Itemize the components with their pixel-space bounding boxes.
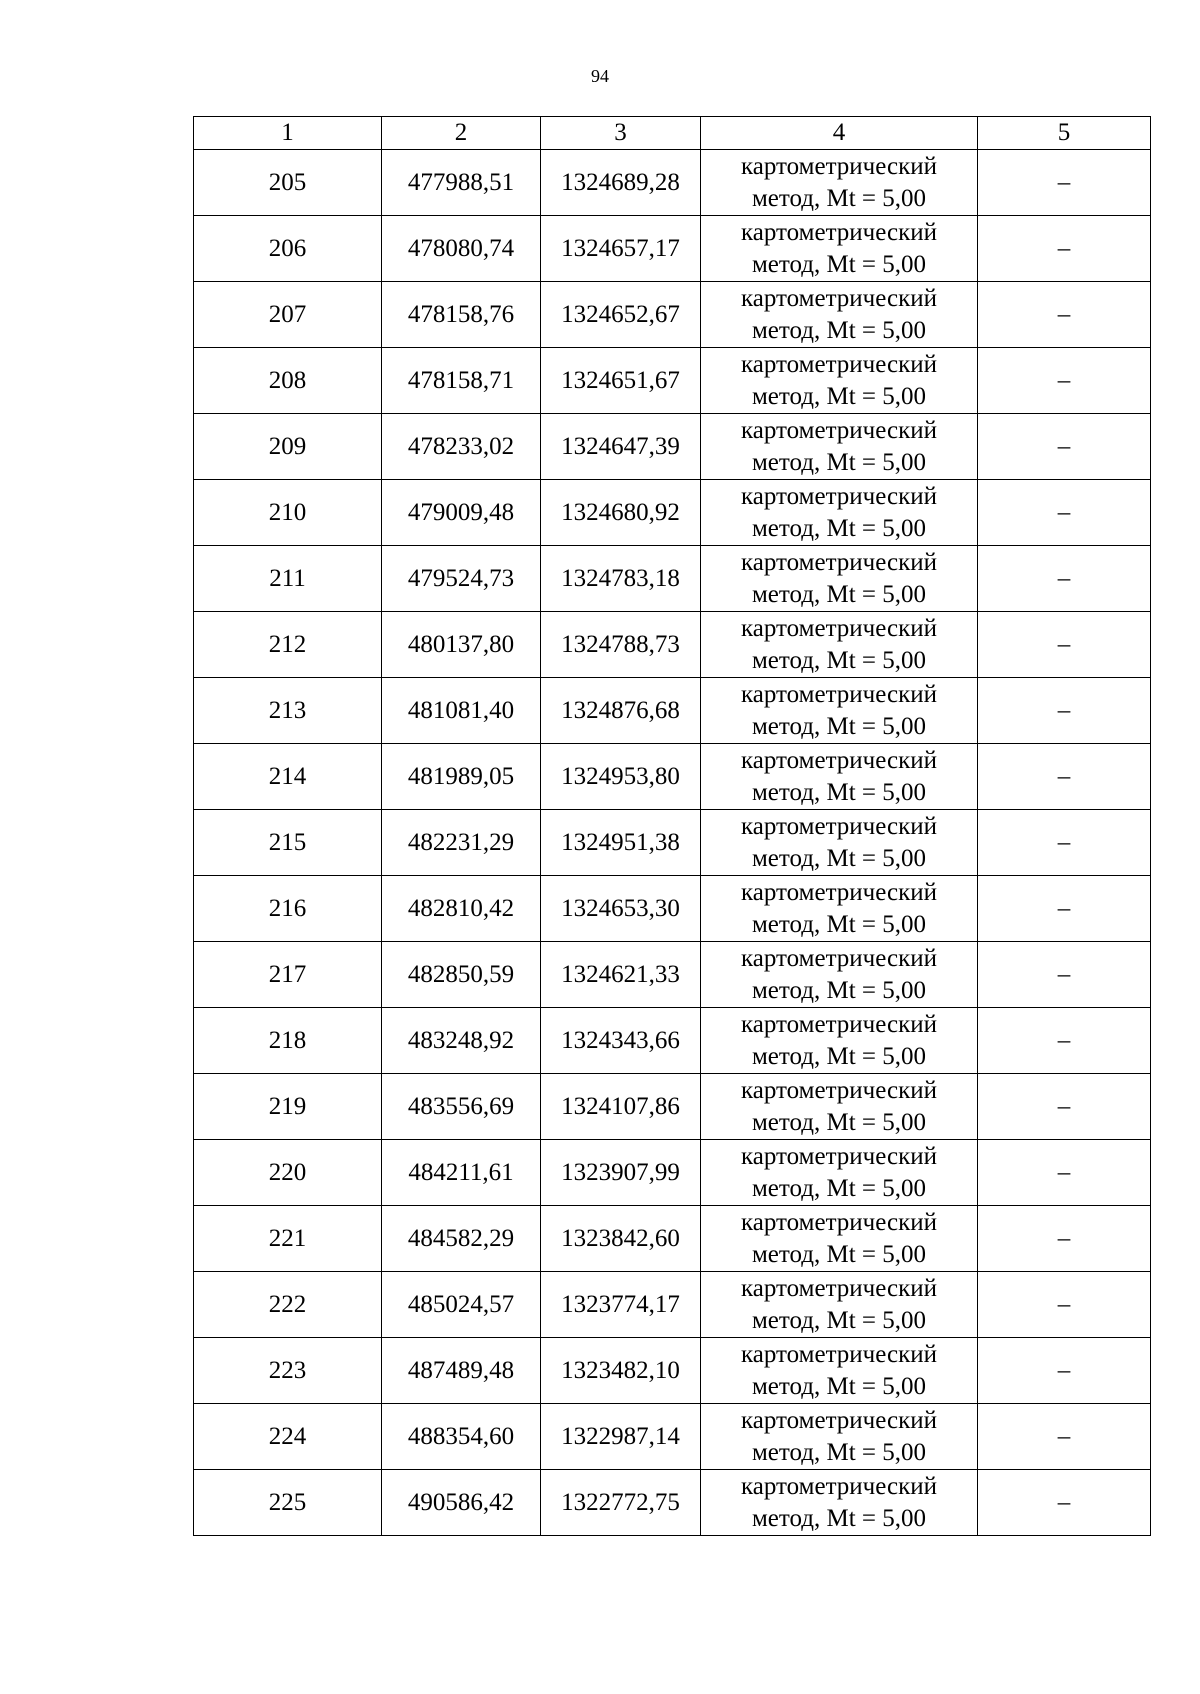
point-number-cell: 212 [194, 612, 382, 678]
method-line-1: картометрический [741, 284, 937, 312]
x-coordinate-cell: 482850,59 [382, 942, 541, 1008]
x-coordinate-cell: 482810,42 [382, 876, 541, 942]
method-line-2: метод, Mt = 5,00 [751, 1372, 927, 1400]
point-number-cell: 219 [194, 1074, 382, 1140]
y-coordinate-cell: 1323482,10 [541, 1338, 701, 1404]
point-number-cell: 211 [194, 546, 382, 612]
x-coordinate-cell: 482231,29 [382, 810, 541, 876]
x-coordinate-cell: 484582,29 [382, 1206, 541, 1272]
method-cell [701, 810, 978, 876]
point-number-cell: 221 [194, 1206, 382, 1272]
method-line-1: картометрический [741, 1076, 937, 1104]
point-number-cell: 208 [194, 348, 382, 414]
method-line-1: картометрический [741, 218, 937, 246]
method-line-1: картометрический [741, 482, 937, 510]
y-coordinate-cell: 1324689,28 [541, 150, 701, 216]
table-row [194, 810, 1151, 876]
y-coordinate-cell: 1322987,14 [541, 1404, 701, 1470]
method-line-2: метод, Mt = 5,00 [751, 712, 927, 740]
note-cell: – [978, 1008, 1151, 1074]
y-coordinate-cell: 1323842,60 [541, 1206, 701, 1272]
page-number: 94 [591, 66, 609, 86]
note-cell: – [978, 1272, 1151, 1338]
method-line-2: метод, Mt = 5,00 [751, 316, 927, 344]
note-cell: – [978, 810, 1151, 876]
table-row [194, 282, 1151, 348]
point-number-cell: 213 [194, 678, 382, 744]
table-row [194, 1404, 1151, 1470]
column-header-1: 1 [194, 117, 382, 150]
method-line-1: картометрический [741, 152, 937, 180]
y-coordinate-cell: 1324651,67 [541, 348, 701, 414]
x-coordinate-cell: 477988,51 [382, 150, 541, 216]
method-cell [701, 546, 978, 612]
table-row [194, 1206, 1151, 1272]
method-cell [701, 876, 978, 942]
method-line-1: картометрический [741, 812, 937, 840]
table-row [194, 1470, 1151, 1536]
table-row [194, 678, 1151, 744]
y-coordinate-cell: 1324647,39 [541, 414, 701, 480]
method-cell [701, 1338, 978, 1404]
table-row [194, 150, 1151, 216]
method-line-1: картометрический [741, 1142, 937, 1170]
method-cell [701, 216, 978, 282]
y-coordinate-cell: 1324107,86 [541, 1074, 701, 1140]
note-cell: – [978, 678, 1151, 744]
method-line-2: метод, Mt = 5,00 [751, 448, 927, 476]
method-line-1: картометрический [741, 548, 937, 576]
method-line-2: метод, Mt = 5,00 [751, 580, 927, 608]
note-cell: – [978, 414, 1151, 480]
method-line-1: картометрический [741, 614, 937, 642]
x-coordinate-cell: 490586,42 [382, 1470, 541, 1536]
method-line-2: метод, Mt = 5,00 [751, 976, 927, 1004]
table-header-row [194, 117, 1151, 150]
note-cell: – [978, 942, 1151, 1008]
x-coordinate-cell: 478233,02 [382, 414, 541, 480]
method-line-1: картометрический [741, 1340, 937, 1368]
method-line-2: метод, Mt = 5,00 [751, 184, 927, 212]
method-cell [701, 942, 978, 1008]
y-coordinate-cell: 1324788,73 [541, 612, 701, 678]
method-line-2: метод, Mt = 5,00 [751, 646, 927, 674]
point-number-cell: 223 [194, 1338, 382, 1404]
table-row [194, 942, 1151, 1008]
point-number-cell: 225 [194, 1470, 382, 1536]
method-line-1: картометрический [741, 1010, 937, 1038]
method-cell [701, 1008, 978, 1074]
method-cell [701, 744, 978, 810]
y-coordinate-cell: 1324653,30 [541, 876, 701, 942]
method-line-2: метод, Mt = 5,00 [751, 1306, 927, 1334]
y-coordinate-cell: 1324951,38 [541, 810, 701, 876]
method-line-2: метод, Mt = 5,00 [751, 250, 927, 278]
note-cell: – [978, 150, 1151, 216]
y-coordinate-cell: 1322772,75 [541, 1470, 701, 1536]
method-line-2: метод, Mt = 5,00 [751, 844, 927, 872]
column-header-4: 4 [701, 117, 978, 150]
x-coordinate-cell: 478080,74 [382, 216, 541, 282]
point-number-cell: 216 [194, 876, 382, 942]
method-line-1: картометрический [741, 944, 937, 972]
table-row [194, 1008, 1151, 1074]
x-coordinate-cell: 487489,48 [382, 1338, 541, 1404]
point-number-cell: 214 [194, 744, 382, 810]
y-coordinate-cell: 1324783,18 [541, 546, 701, 612]
method-cell [701, 612, 978, 678]
x-coordinate-cell: 483248,92 [382, 1008, 541, 1074]
note-cell: – [978, 216, 1151, 282]
table-row [194, 612, 1151, 678]
method-cell [701, 414, 978, 480]
note-cell: – [978, 876, 1151, 942]
method-line-2: метод, Mt = 5,00 [751, 1108, 927, 1136]
table-row [194, 414, 1151, 480]
method-cell [701, 1404, 978, 1470]
note-cell: – [978, 348, 1151, 414]
table-row [194, 1074, 1151, 1140]
note-cell: – [978, 1206, 1151, 1272]
method-line-1: картометрический [741, 1406, 937, 1434]
method-line-1: картометрический [741, 680, 937, 708]
y-coordinate-cell: 1324343,66 [541, 1008, 701, 1074]
table-row [194, 348, 1151, 414]
table-row [194, 546, 1151, 612]
y-coordinate-cell: 1324953,80 [541, 744, 701, 810]
y-coordinate-cell: 1324657,17 [541, 216, 701, 282]
method-line-1: картометрический [741, 1208, 937, 1236]
table-row [194, 1338, 1151, 1404]
table-row [194, 1140, 1151, 1206]
method-line-2: метод, Mt = 5,00 [751, 382, 927, 410]
point-number-cell: 210 [194, 480, 382, 546]
note-cell: – [978, 546, 1151, 612]
x-coordinate-cell: 481081,40 [382, 678, 541, 744]
note-cell: – [978, 1404, 1151, 1470]
table-body [194, 150, 1151, 1536]
method-line-1: картометрический [741, 1472, 937, 1500]
method-cell [701, 1272, 978, 1338]
method-cell [701, 150, 978, 216]
method-line-2: метод, Mt = 5,00 [751, 1504, 927, 1532]
method-cell [701, 1470, 978, 1536]
x-coordinate-cell: 488354,60 [382, 1404, 541, 1470]
method-cell [701, 678, 978, 744]
method-line-1: картометрический [741, 746, 937, 774]
x-coordinate-cell: 480137,80 [382, 612, 541, 678]
method-cell [701, 1206, 978, 1272]
method-cell [701, 282, 978, 348]
x-coordinate-cell: 478158,76 [382, 282, 541, 348]
method-line-1: картометрический [741, 878, 937, 906]
y-coordinate-cell: 1323907,99 [541, 1140, 701, 1206]
point-number-cell: 224 [194, 1404, 382, 1470]
method-line-2: метод, Mt = 5,00 [751, 1240, 927, 1268]
x-coordinate-cell: 479009,48 [382, 480, 541, 546]
point-number-cell: 222 [194, 1272, 382, 1338]
method-line-2: метод, Mt = 5,00 [751, 778, 927, 806]
x-coordinate-cell: 485024,57 [382, 1272, 541, 1338]
point-number-cell: 217 [194, 942, 382, 1008]
y-coordinate-cell: 1324680,92 [541, 480, 701, 546]
x-coordinate-cell: 479524,73 [382, 546, 541, 612]
y-coordinate-cell: 1324621,33 [541, 942, 701, 1008]
note-cell: – [978, 282, 1151, 348]
column-header-5: 5 [978, 117, 1151, 150]
y-coordinate-cell: 1323774,17 [541, 1272, 701, 1338]
table-row [194, 1272, 1151, 1338]
column-header-3: 3 [541, 117, 701, 150]
note-cell: – [978, 1338, 1151, 1404]
method-cell [701, 348, 978, 414]
point-number-cell: 207 [194, 282, 382, 348]
x-coordinate-cell: 481989,05 [382, 744, 541, 810]
note-cell: – [978, 744, 1151, 810]
note-cell: – [978, 1470, 1151, 1536]
table-row [194, 480, 1151, 546]
method-line-1: картометрический [741, 1274, 937, 1302]
method-line-1: картометрический [741, 416, 937, 444]
table-row [194, 216, 1151, 282]
note-cell: – [978, 1140, 1151, 1206]
point-number-cell: 220 [194, 1140, 382, 1206]
x-coordinate-cell: 484211,61 [382, 1140, 541, 1206]
method-line-2: метод, Mt = 5,00 [751, 1042, 927, 1070]
note-cell: – [978, 612, 1151, 678]
method-line-1: картометрический [741, 350, 937, 378]
method-cell [701, 1074, 978, 1140]
method-line-2: метод, Mt = 5,00 [751, 514, 927, 542]
method-cell [701, 480, 978, 546]
point-number-cell: 206 [194, 216, 382, 282]
point-number-cell: 215 [194, 810, 382, 876]
method-line-2: метод, Mt = 5,00 [751, 1438, 927, 1466]
x-coordinate-cell: 483556,69 [382, 1074, 541, 1140]
method-cell [701, 1140, 978, 1206]
point-number-cell: 205 [194, 150, 382, 216]
note-cell: – [978, 1074, 1151, 1140]
x-coordinate-cell: 478158,71 [382, 348, 541, 414]
column-header-2: 2 [382, 117, 541, 150]
table-row [194, 876, 1151, 942]
point-number-cell: 209 [194, 414, 382, 480]
table-row [194, 744, 1151, 810]
method-line-2: метод, Mt = 5,00 [751, 910, 927, 938]
y-coordinate-cell: 1324876,68 [541, 678, 701, 744]
coordinates-table [193, 116, 1151, 1536]
y-coordinate-cell: 1324652,67 [541, 282, 701, 348]
note-cell: – [978, 480, 1151, 546]
point-number-cell: 218 [194, 1008, 382, 1074]
method-line-2: метод, Mt = 5,00 [751, 1174, 927, 1202]
